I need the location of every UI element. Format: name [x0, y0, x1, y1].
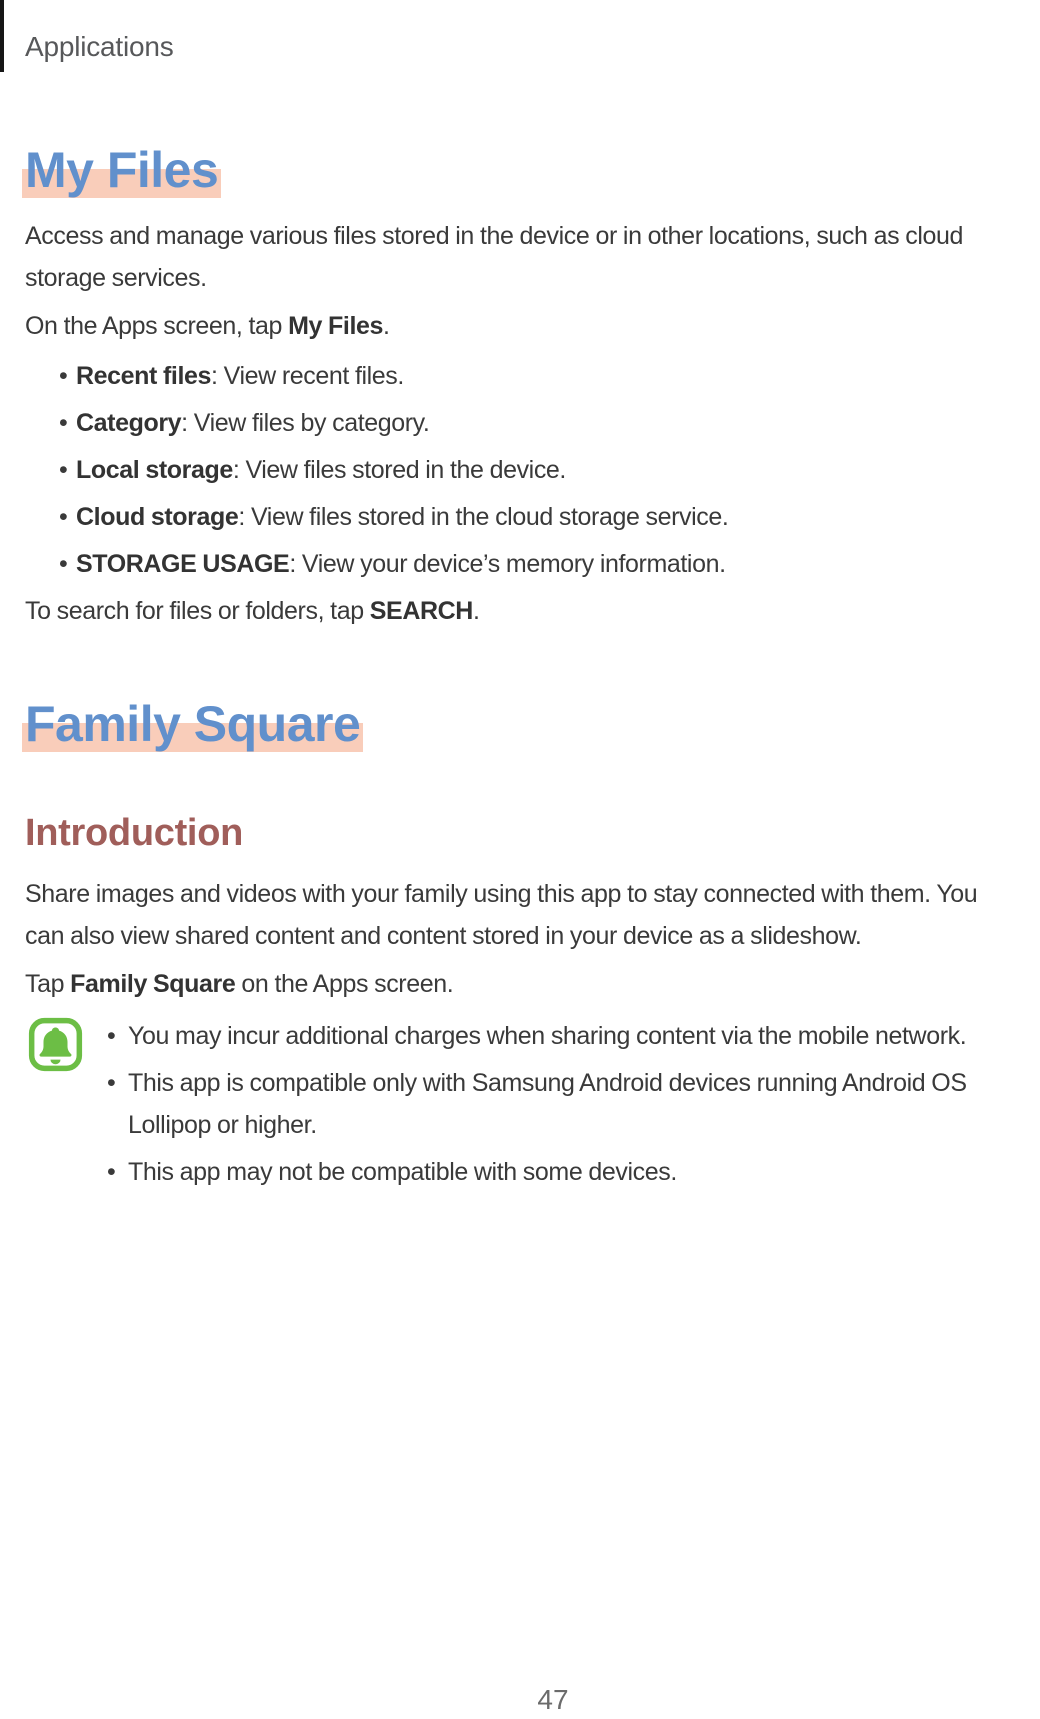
notification-bell-icon: [28, 1017, 83, 1072]
section-title-my-files: [25, 140, 1015, 200]
list-item: [25, 355, 1015, 397]
feature-label: Cloud storage: [76, 503, 239, 531]
paragraph-text: on the Apps screen.: [235, 970, 454, 998]
list-item: [25, 496, 1015, 538]
my-files-intro-paragraph: Access and manage various files stored in the device or in other locations, such as cloud storage services.: [25, 222, 963, 292]
title-highlight: Family Square: [22, 696, 363, 752]
feature-description: : View recent files.: [211, 362, 404, 390]
page-number: 47: [537, 1684, 569, 1715]
notice-item: • This app is compatible only with Samsung Android devices running Android OS Lollipop or higher.: [128, 1062, 1015, 1146]
list-item: [25, 543, 1015, 585]
paragraph-text: To search for files or folders, tap: [25, 597, 370, 625]
app-name-bold: My Files: [288, 312, 384, 340]
notice-list: [25, 1015, 1015, 1193]
notice-item: • You may incur additional charges when sharing content via the mobile network.: [128, 1015, 1015, 1057]
running-header: Applications: [25, 31, 174, 62]
feature-description: : View your device’s memory information.: [289, 550, 726, 578]
list-item: [25, 449, 1015, 491]
notice-box: [25, 1015, 1015, 1193]
my-files-tap-paragraph: [25, 305, 1015, 347]
list-item: [25, 402, 1015, 444]
my-files-feature-list: [25, 355, 1015, 585]
paragraph-text: On the Apps screen, tap: [25, 312, 289, 340]
button-name-bold: SEARCH: [369, 597, 473, 625]
paragraph-text: Tap: [25, 970, 71, 998]
family-square-intro-paragraph: Share images and videos with your family using this app to stay connected with them. You can also view shared content and content stored in your device as a slideshow.: [25, 880, 978, 950]
feature-description: : View files by category.: [181, 409, 430, 437]
family-square-tap-paragraph: [25, 963, 1015, 1005]
paragraph-text: .: [472, 597, 480, 625]
section-title-family-square: [25, 694, 1015, 754]
feature-label: STORAGE USAGE: [76, 550, 290, 578]
feature-label: Category: [76, 409, 182, 437]
paragraph-text: .: [383, 312, 390, 340]
app-name-bold: Family Square: [70, 970, 236, 998]
feature-description: : View files stored in the cloud storage service.: [238, 503, 729, 531]
search-instruction-paragraph: [25, 590, 1015, 632]
notice-item: • This app may not be compatible with some devices.: [128, 1151, 1015, 1193]
chapter-edge-bar: [0, 0, 4, 72]
feature-label: Recent files: [76, 362, 212, 390]
title-highlight: My Files: [22, 142, 221, 198]
subsection-title-introduction: Introduction: [25, 812, 244, 854]
feature-label: Local storage: [76, 456, 233, 484]
feature-description: : View files stored in the device.: [232, 456, 566, 484]
